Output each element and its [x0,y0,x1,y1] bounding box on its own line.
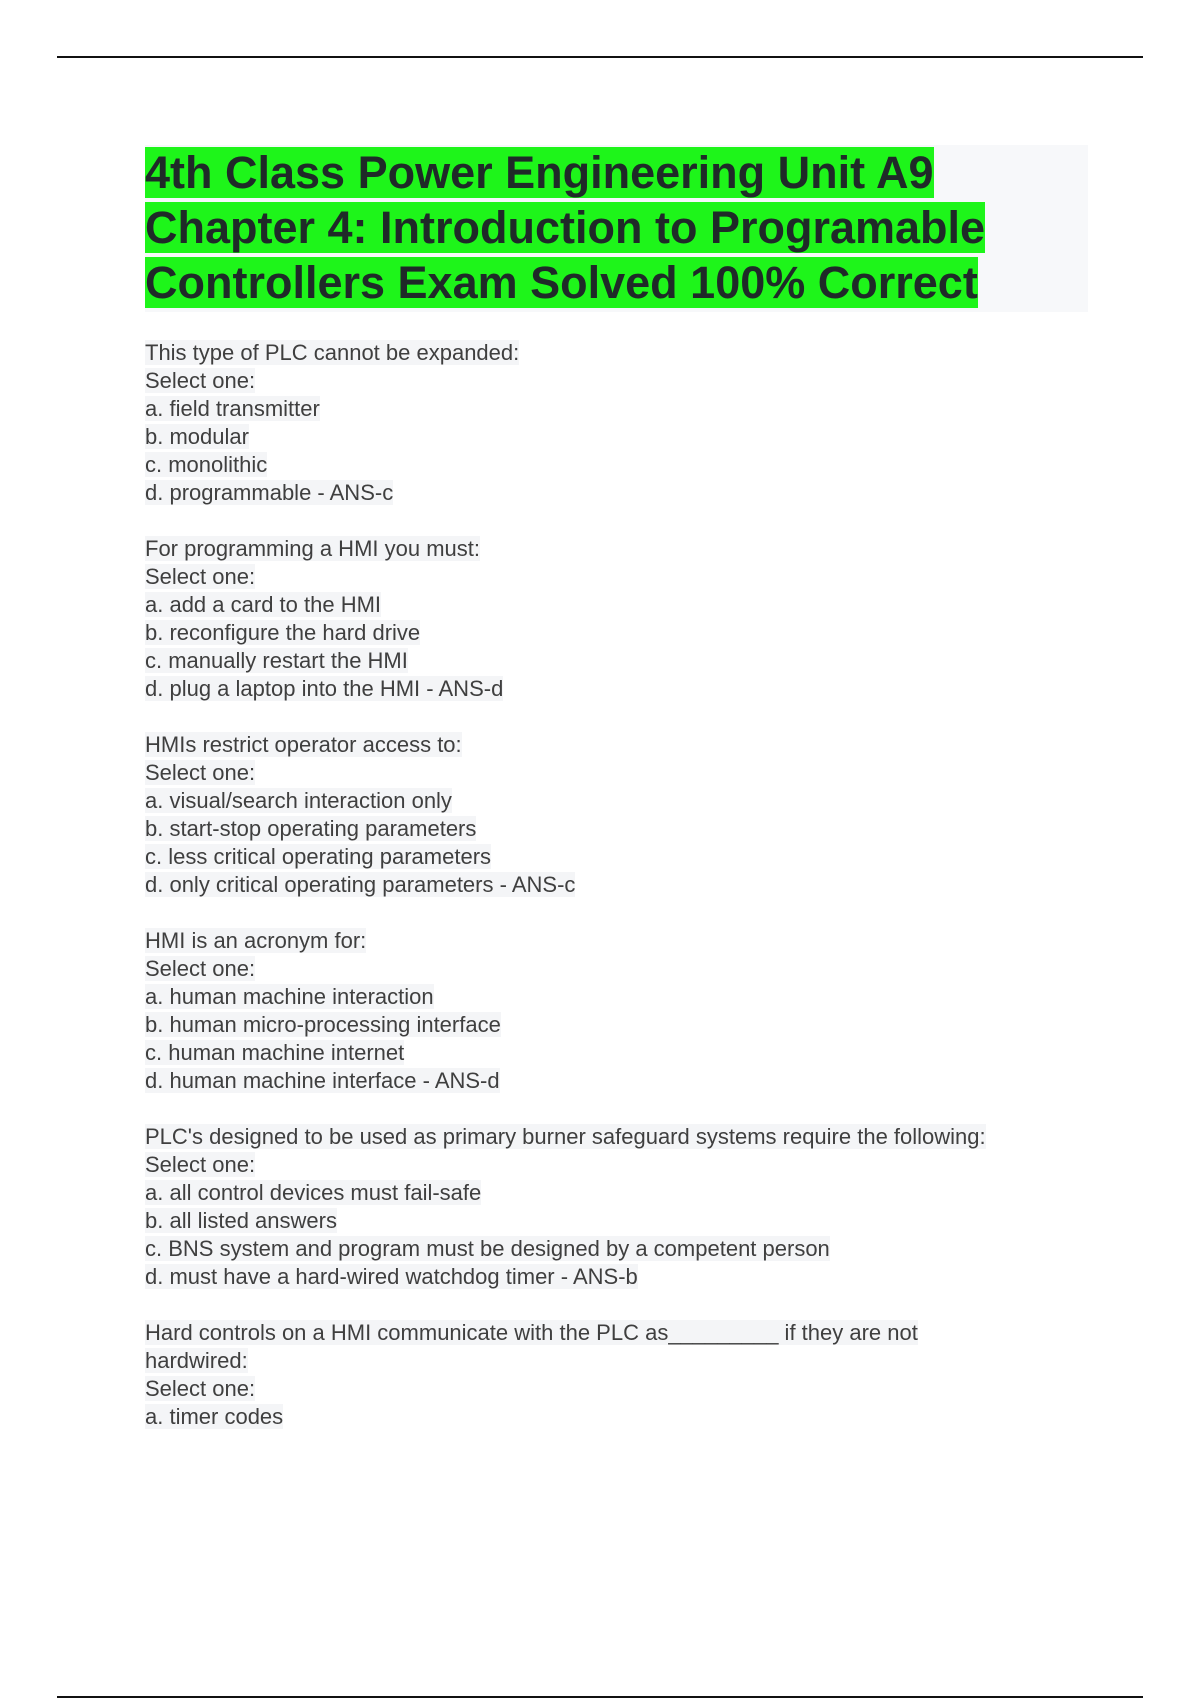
question-line [145,1067,1075,1095]
line-text: d. programmable - ANS-c [145,480,394,505]
question-block [145,927,1075,1095]
line-text: Select one: [145,760,256,785]
line-text: HMIs restrict operator access to: [145,732,462,757]
question-line [145,367,1075,395]
line-text: c. BNS system and program must be designed by a competent person [145,1236,830,1261]
line-text: b. human micro-processing interface [145,1012,501,1037]
line-text: a. field transmitter [145,396,320,421]
question-line [145,787,1075,815]
question-text [145,731,1075,759]
line-text: hardwired: [145,1348,248,1373]
line-text: For programming a HMI you must: [145,536,480,561]
line-text: d. human machine interface - ANS-d [145,1068,500,1093]
line-text: This type of PLC cannot be expanded: [145,340,520,365]
title-highlight: 4th Class Power Engineering Unit A9 Chapter 4: Introduction to Programable Controllers Exam Solved 100% Correct [145,147,986,308]
question-text [145,1319,1075,1347]
question-text [145,927,1075,955]
question-line [145,759,1075,787]
line-text: a. visual/search interaction only [145,788,452,813]
question-line [145,1347,1075,1375]
question-line [145,591,1075,619]
line-text: a. human machine interaction [145,984,434,1009]
question-line [145,983,1075,1011]
line-text: b. reconfigure the hard drive [145,620,421,645]
line-text: a. timer codes [145,1404,284,1429]
line-text: b. start-stop operating parameters [145,816,477,841]
line-text: c. monolithic [145,452,268,477]
question-line [145,423,1075,451]
line-text: b. all listed answers [145,1208,337,1233]
question-block [145,535,1075,703]
question-text [145,1123,1075,1151]
question-text [145,535,1075,563]
line-text: d. must have a hard-wired watchdog timer - ANS-b [145,1264,638,1289]
question-line [145,1151,1075,1179]
question-line [145,1207,1075,1235]
line-text: c. human machine internet [145,1040,405,1065]
line-text: c. manually restart the HMI [145,648,408,673]
question-line [145,563,1075,591]
question-line [145,815,1075,843]
question-line [145,395,1075,423]
question-line [145,1179,1075,1207]
line-text: Hard controls on a HMI communicate with the PLC as_________ if they are not [145,1320,918,1345]
line-text: c. less critical operating parameters [145,844,492,869]
footer-rule [57,1696,1143,1698]
question-line [145,1375,1075,1403]
line-text: Select one: [145,564,256,589]
question-block [145,1123,1075,1291]
line-text: PLC's designed to be used as primary burner safeguard systems require the following: [145,1124,986,1149]
question-block [145,339,1075,507]
question-block [145,1319,1075,1431]
question-line [145,1011,1075,1039]
line-text: d. plug a laptop into the HMI - ANS-d [145,676,504,701]
line-text: d. only critical operating parameters - ANS-c [145,872,576,897]
question-line [145,1039,1075,1067]
line-text: Select one: [145,1376,256,1401]
question-text [145,339,1075,367]
question-line [145,1235,1075,1263]
line-text: b. modular [145,424,249,449]
line-text: a. all control devices must fail-safe [145,1180,482,1205]
question-line [145,619,1075,647]
line-text: HMI is an acronym for: [145,928,367,953]
line-text: Select one: [145,368,256,393]
document-title [145,145,1088,310]
line-text: Select one: [145,1152,256,1177]
question-line [145,675,1075,703]
question-line [145,1403,1075,1431]
header-rule [57,56,1143,58]
question-line [145,647,1075,675]
question-line [145,843,1075,871]
question-line [145,871,1075,899]
question-block [145,731,1075,899]
line-text: a. add a card to the HMI [145,592,382,617]
line-text: Select one: [145,956,256,981]
question-list [145,339,1075,1459]
question-line [145,451,1075,479]
title-block [145,145,1088,312]
question-line [145,1263,1075,1291]
question-line [145,479,1075,507]
question-line [145,955,1075,983]
